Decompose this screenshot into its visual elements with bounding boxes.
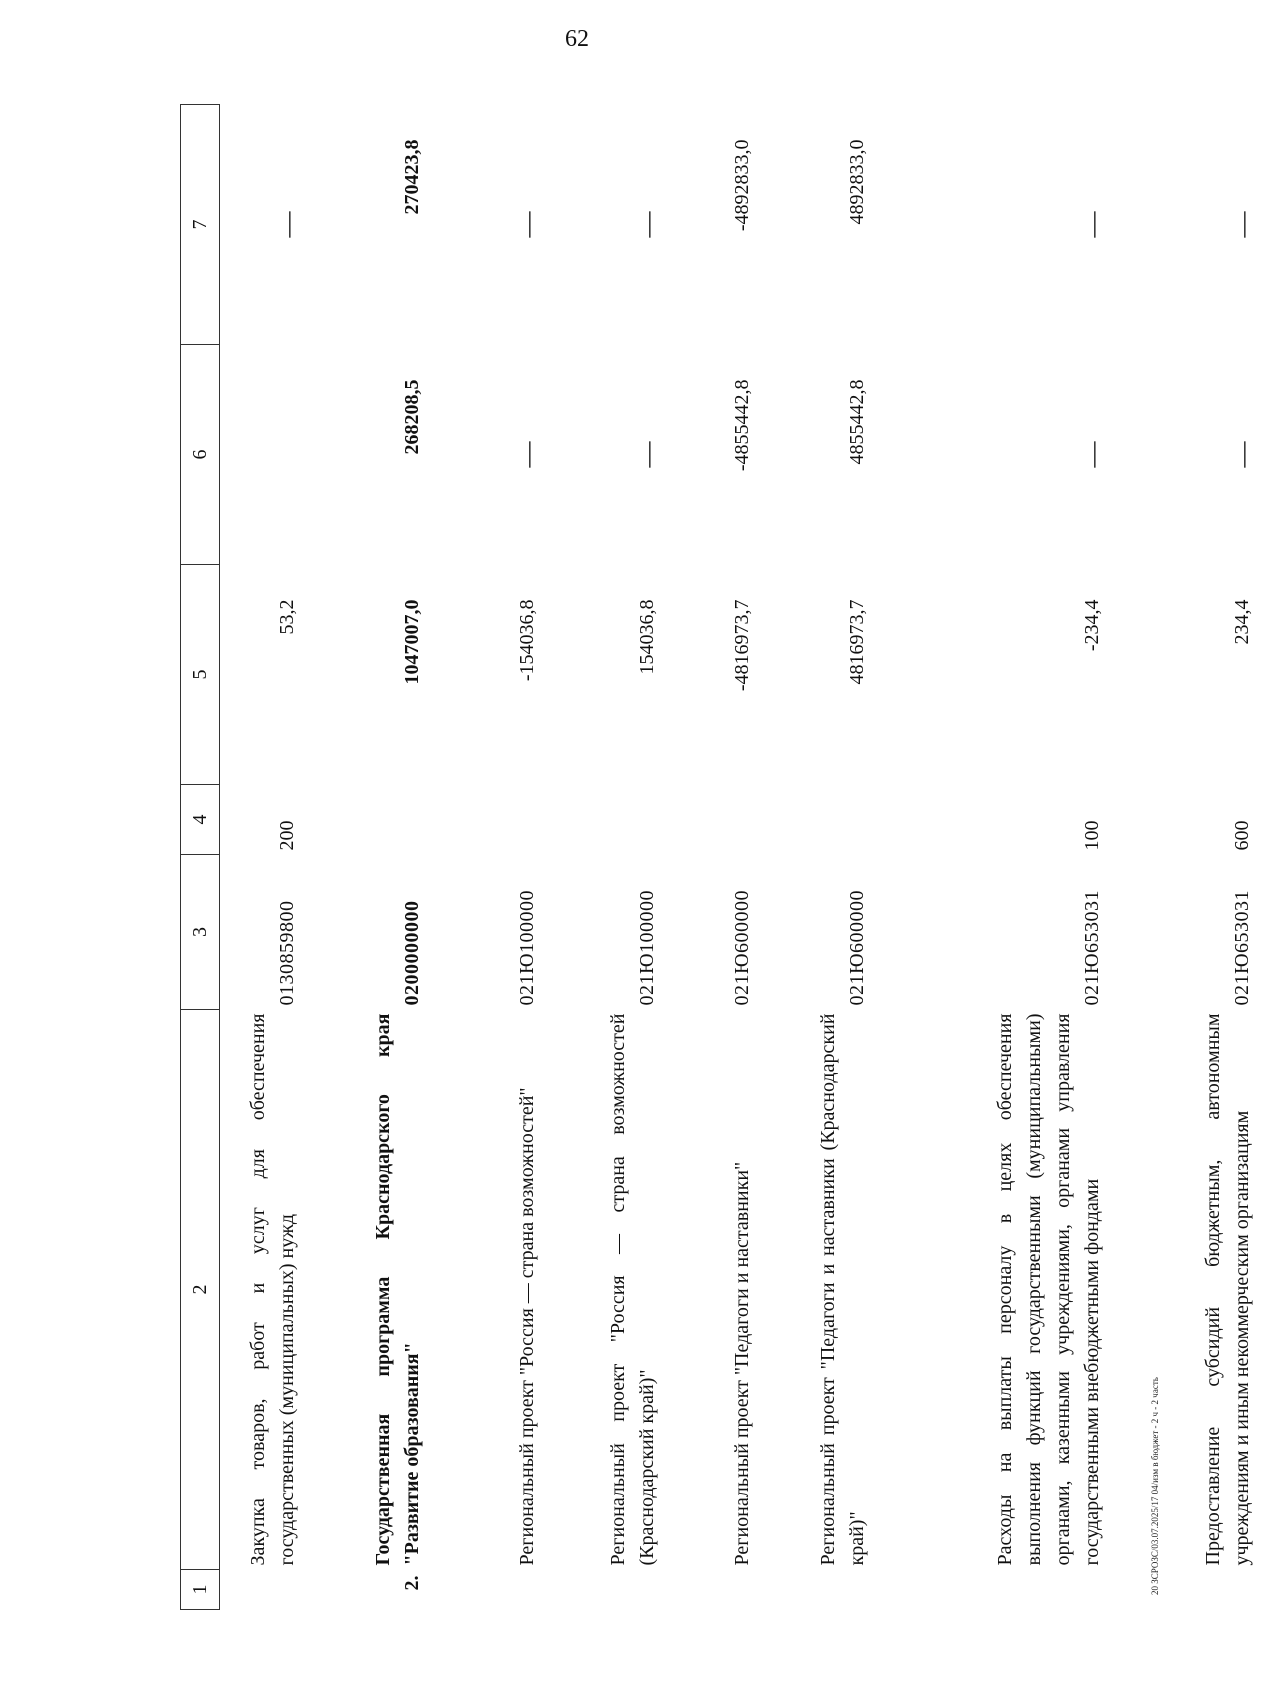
- row-value-col5: 53,2: [275, 599, 298, 635]
- row-number: [880, 1570, 1115, 1610]
- header-cell-2: 2: [181, 1010, 220, 1570]
- table-row: [670, 105, 765, 1610]
- row-name: Предоставление субсидий бюджетным, автономным учреждениям и иным некоммерческим организациям: [1201, 1013, 1253, 1566]
- row-name: Региональный проект "Педагоги и наставники": [730, 1161, 753, 1566]
- row-value-col7: —: [632, 211, 662, 238]
- header-row: [181, 105, 220, 1610]
- row-value-col7: —: [272, 211, 302, 238]
- row-name: Региональный проект "Россия — страна возможностей (Краснодарский край)": [606, 1013, 658, 1566]
- row-value-col6: —: [1227, 441, 1257, 468]
- row-code: 021Ю100000: [515, 889, 538, 1006]
- row-type: [310, 785, 435, 855]
- table-row: [1115, 105, 1265, 1610]
- table-row: [435, 105, 550, 1610]
- row-code: 021Ю653031: [1080, 889, 1103, 1006]
- row-value-col6: [220, 345, 310, 565]
- row-value-col5: 1047007,0: [400, 599, 423, 685]
- row-value-col7: 270423,8: [400, 139, 423, 215]
- row-value-col6: —: [1077, 441, 1107, 468]
- row-value-col5: 154036,8: [635, 599, 658, 675]
- table-header: [181, 105, 220, 1610]
- row-value-col7: -4892833,0: [730, 139, 753, 232]
- row-type: [550, 785, 670, 855]
- header-cell-1: 1: [181, 1570, 220, 1610]
- row-number: [670, 1570, 765, 1610]
- row-value-col7: —: [1227, 211, 1257, 238]
- row-value-col7: —: [1077, 211, 1107, 238]
- row-name: Региональный проект "Педагоги и наставники (Краснодарский край)": [816, 1013, 868, 1566]
- row-value-col6: 4855442,8: [845, 379, 868, 465]
- row-number: [1115, 1570, 1265, 1610]
- row-number: [550, 1570, 670, 1610]
- row-value-col6: —: [632, 441, 662, 468]
- row-number: [435, 1570, 550, 1610]
- row-type: [670, 785, 765, 855]
- table-row: [880, 105, 1115, 1610]
- row-value-col5: -234,4: [1080, 599, 1103, 652]
- row-name: Закупка товаров, работ и услуг для обеспечения государственных (муниципальных) нужд: [246, 1013, 298, 1566]
- row-value-col5: 4816973,7: [845, 599, 868, 685]
- row-code: 0130859800: [275, 900, 298, 1006]
- table-row: [310, 105, 435, 1610]
- row-code: 021Ю653031: [1230, 889, 1253, 1006]
- header-cell-4: 4: [181, 785, 220, 855]
- row-code: 021Ю600000: [845, 889, 868, 1006]
- row-value-col7: —: [512, 211, 542, 238]
- row-type: [765, 785, 880, 855]
- page-number: 62: [565, 26, 589, 52]
- row-name: Государственная программа Краснодарского края "Развитие образования": [371, 1013, 423, 1566]
- row-code: 021Ю100000: [635, 889, 658, 1006]
- row-type: 600: [1230, 820, 1253, 851]
- row-number: [765, 1570, 880, 1610]
- header-cell-3: 3: [181, 855, 220, 1010]
- table-row: [550, 105, 670, 1610]
- row-type: [435, 785, 550, 855]
- header-cell-5: 5: [181, 565, 220, 785]
- row-code: 021Ю600000: [730, 889, 753, 1006]
- table-row: [765, 105, 880, 1610]
- row-value-col5: 234,4: [1230, 599, 1253, 645]
- row-number: [220, 1570, 310, 1610]
- row-value-col6: -4855442,8: [730, 379, 753, 472]
- table-body: [220, 105, 1265, 1610]
- header-cell-7: 7: [181, 105, 220, 345]
- budget-table: [180, 104, 1265, 1610]
- row-name: Региональный проект "Россия — страна возможностей": [515, 1087, 538, 1566]
- row-value-col5: -154036,8: [515, 599, 538, 682]
- row-value-col6: —: [512, 441, 542, 468]
- row-name: Расходы на выплаты персоналу в целях обеспечения выполнения функций государственными (муниципальными) органами, казенными учреждениями, органами управления государственными внебюджетными фондами: [993, 1013, 1103, 1566]
- row-type: 100: [1080, 820, 1103, 851]
- row-value-col6: 268208,5: [400, 379, 423, 455]
- row-code: 0200000000: [400, 900, 423, 1006]
- row-type: 200: [275, 820, 298, 851]
- table-row: [220, 105, 310, 1610]
- row-value-col7: 4892833,0: [845, 139, 868, 225]
- row-number: 2.: [400, 1575, 423, 1591]
- header-cell-6: 6: [181, 345, 220, 565]
- footer-text: 20 ЗСРОЗС/03.07.2025/17 04/изм в бюджет - 2 ч - 2 часть: [1150, 1377, 1160, 1595]
- row-value-col5: -4816973,7: [730, 599, 753, 692]
